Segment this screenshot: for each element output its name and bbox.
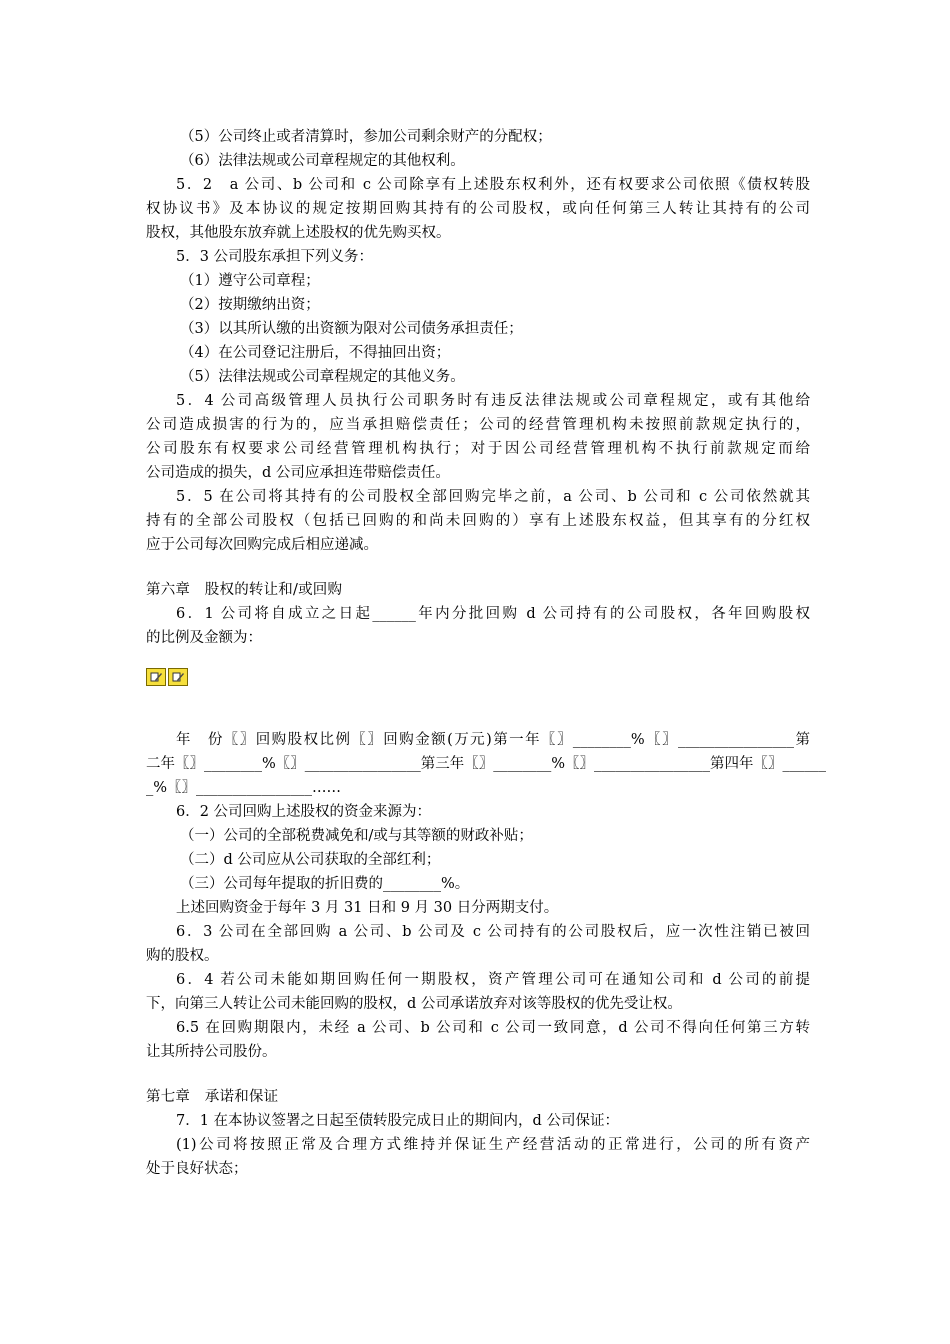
text-line: (1)公司将按照正常及合理方式维持并保证生产经营活动的正常进行，公司的所有资产 [176,1137,810,1153]
edit-note-icon[interactable] [146,668,166,686]
text-line: 购的股权。 [146,948,219,964]
embedded-object-icons [146,668,810,690]
text-line: （5）法律法规或公司章程规定的其他义务。 [180,369,465,385]
text-line: 下，向第三人转让公司未能回购的股权，d 公司承诺放弃对该等股权的优先受让权。 [146,996,682,1012]
text-line: 5．3 公司股东承担下列义务： [176,249,374,265]
text-line: （二）d 公司应从公司获取的全部红利； [180,852,441,868]
text-line: 让其所持公司股份。 [146,1044,277,1060]
text-line: 应于公司每次回购完成后相应递减。 [146,537,378,553]
text-line: （1）遵守公司章程； [180,273,320,289]
text-line: 5．4 公司高级管理人员执行公司职务时有违反法律法规或公司章程规定，或有其他给 [176,393,810,409]
text-line: 股权，其他股东放弃就上述股权的优先购买权。 [146,225,451,241]
table-text-line: 年 份〖〗回购股权比例〖〗回购金额(万元)第一年〖〗________%〖〗________________第 [176,732,810,748]
text-line: 6.5 在回购期限内，未经 a 公司、b 公司和 c 公司一致同意，d 公司不得向任何第三方转 [176,1020,810,1036]
text-line: 公司股东有权要求公司经营管理机构执行；对于因公司经营管理机构不执行前款规定而给 [146,441,810,457]
text-line: （6）法律法规或公司章程规定的其他权利。 [180,153,465,169]
text-line: 5．5 在公司将其持有的公司股权全部回购完毕之前，a 公司、b 公司和 c 公司依然就其 [176,489,810,505]
text-line: 7．1 在本协议签署之日起至债转股完成日止的期间内，d 公司保证： [176,1113,619,1129]
text-line: 6．2 公司回购上述股权的资金来源为： [176,804,432,820]
chapter-heading: 第六章 股权的转让和/或回购 [146,582,343,598]
text-line: （4）在公司登记注册后，不得抽回出资； [180,345,451,361]
document-body [146,125,827,1181]
text-line: 6．4 若公司未能如期回购任何一期股权，资产管理公司可在通知公司和 d 公司的前提 [176,972,810,988]
text-line: 公司造成损害的行为的，应当承担赔偿责任；公司的经营管理机构未按照前款规定执行的， [146,417,810,433]
text-line: （5）公司终止或者清算时，参加公司剩余财产的分配权； [180,129,552,145]
chapter-heading: 第七章 承诺和保证 [146,1089,279,1105]
text-line: 上述回购资金于每年 3 月 31 日和 9 月 30 日分两期支付。 [176,900,559,916]
text-line: 处于良好状态； [146,1161,248,1177]
text-line: 6．3 公司在全部回购 a 公司、b 公司及 c 公司持有的公司股权后，应一次性注销已被回 [176,924,810,940]
table-text-line: _%〖〗________________…… [146,780,342,796]
text-line: （三）公司每年提取的折旧费的________%。 [180,876,470,892]
text-line: （一）公司的全部税费减免和/或与其等额的财政补贴； [180,828,533,844]
text-line: （3）以其所认缴的出资额为限对公司债务承担责任； [180,321,523,337]
text-line: 的比例及金额为： [146,630,262,646]
text-line: 6．1 公司将自成立之日起______年内分批回购 d 公司持有的公司股权，各年回购股权 [176,606,810,622]
text-line: 5．2 a 公司、b 公司和 c 公司除享有上述股东权利外，还有权要求公司依照《债权转股 [176,177,810,193]
edit-note-icon[interactable] [168,668,188,686]
text-line: （2）按期缴纳出资； [180,297,320,313]
table-text-line: 二年〖〗________%〖〗________________第三年〖〗________%〖〗________________第四年〖〗______ [146,756,827,772]
text-line: 持有的全部公司股权（包括已回购的和尚未回购的）享有上述股东权益，但其享有的分红权 [146,513,810,529]
text-line: 权协议书》及本协议的规定按期回购其持有的公司股权，或向任何第三人转让其持有的公司 [146,201,810,217]
text-line: 公司造成的损失，d 公司应承担连带赔偿责任。 [146,465,450,481]
